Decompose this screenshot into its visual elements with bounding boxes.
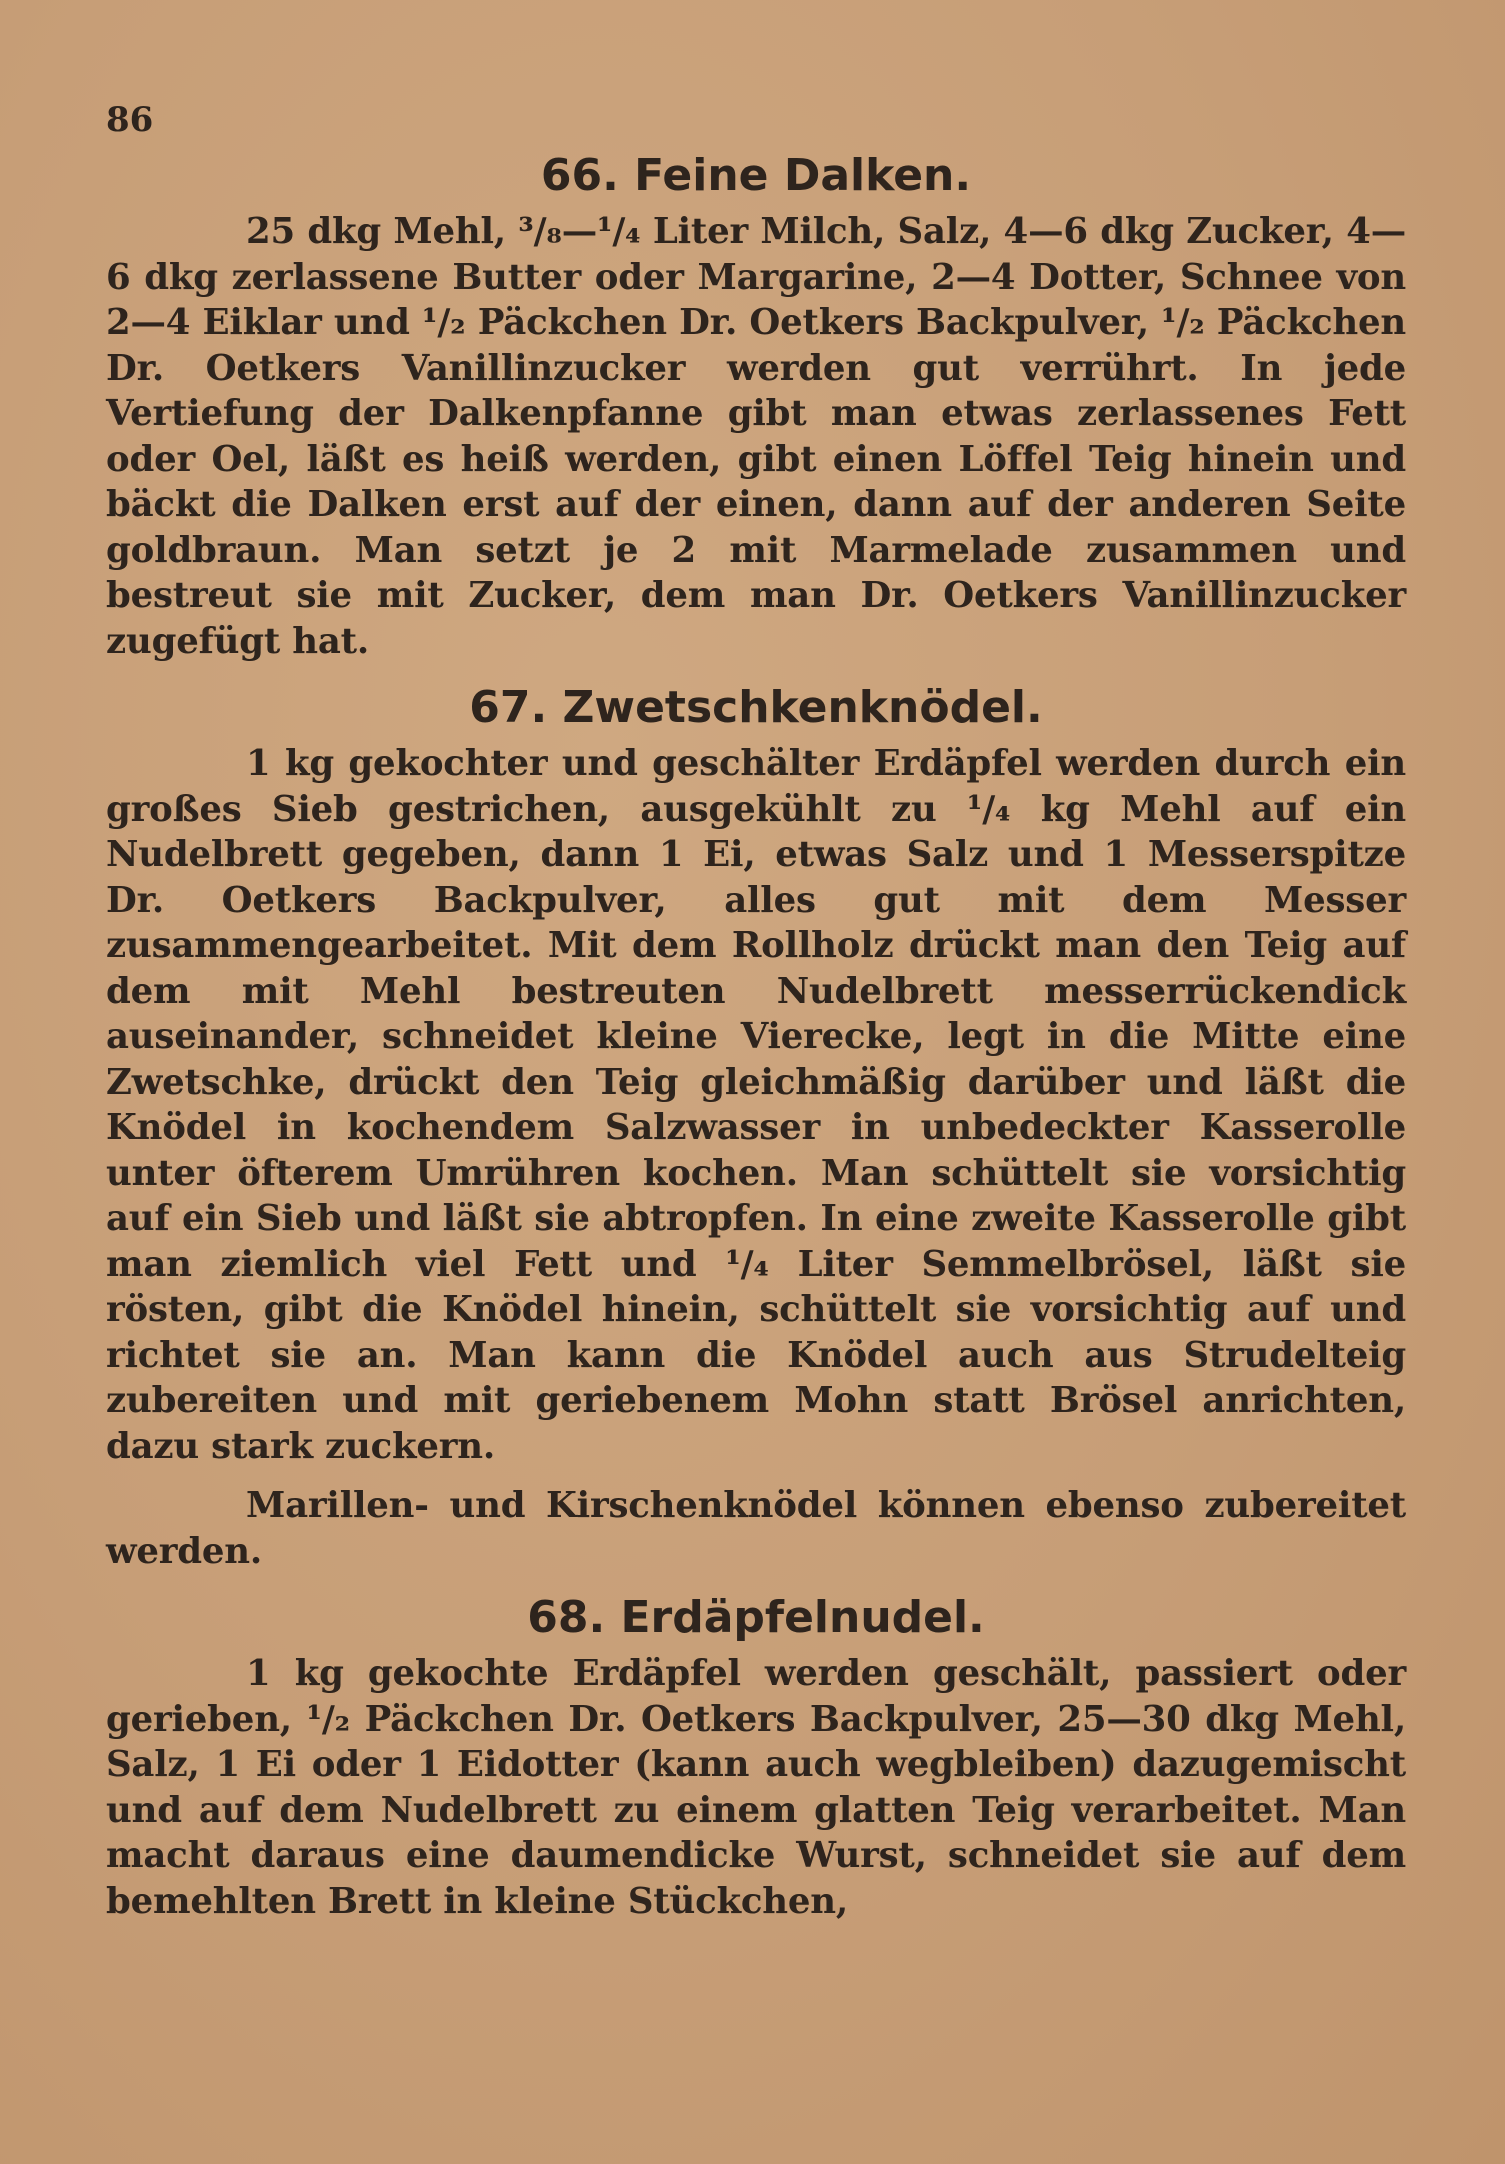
recipe-66 [106, 150, 1406, 664]
recipe-paragraph: Marillen- und Kirschenknödel können ebenso zubereitet werden. [106, 1485, 1406, 1572]
recipe-title: 67. Zwetschkenknödel. [469, 682, 1043, 733]
recipe-67 [106, 682, 1406, 1574]
recipe-paragraph: 25 dkg Mehl, ³/₈—¹/₄ Liter Milch, Salz, 4—6 dkg Zucker, 4—6 dkg zerlassene Butter oder Margarine, 2—4 Dotter, Schnee von 2—4 Eiklar und ¹/₂ Päckchen Dr. Oetkers Backpulver, ¹/₂ Päckchen Dr. Oetkers Vanillinzucker werden gut verrührt. In jede Vertiefung der Dalkenpfanne gibt man etwas zerlassenes Fett oder Oel, läßt es heiß werden, gibt einen Löffel Teig hinein und bäckt die Dalken erst auf der einen, dann auf der anderen Seite goldbraun. Man setzt je 2 mit Marmelade zusammen und bestreut sie mit Zucker, dem man Dr. Oetkers Vanillinzucker zugefügt hat. [106, 211, 1406, 662]
recipe-paragraph: 1 kg gekochte Erdäpfel werden geschält, passiert oder gerieben, ¹/₂ Päckchen Dr. Oetkers Backpulver, 25—30 dkg Mehl, Salz, 1 Ei oder 1 Eidotter (kann auch wegbleiben) dazugemischt und auf dem Nudelbrett zu einem glatten Teig verarbeitet. Man macht daraus eine daumendicke Wurst, schneidet sie auf dem bemehlten Brett in kleine Stückchen, [106, 1653, 1406, 1922]
page-content [106, 150, 1406, 1942]
recipe-title: 68. Erdäpfelnudel. [527, 1592, 985, 1643]
page-number: 86 [106, 100, 154, 140]
recipe-paragraph: 1 kg gekochter und geschälter Erdäpfel werden durch ein großes Sieb gestrichen, ausgekühlt zu ¹/₄ kg Mehl auf ein Nudelbrett gegeben, dann 1 Ei, etwas Salz und 1 Messerspitze Dr. Oetkers Backpulver, alles gut mit dem Messer zusammengearbeitet. Mit dem Rollholz drückt man den Teig auf dem mit Mehl bestreuten Nudelbrett messerrückendick auseinander, schneidet kleine Vierecke, legt in die Mitte eine Zwetschke, drückt den Teig gleichmäßig darüber und läßt die Knödel in kochendem Salzwasser in unbedeckter Kasserolle unter öfterem Umrühren kochen. Man schüttelt sie vorsichtig auf ein Sieb und läßt sie abtropfen. In eine zweite Kasserolle gibt man ziemlich viel Fett und ¹/₄ Liter Semmelbrösel, läßt sie rösten, gibt die Knödel hinein, schüttelt sie vorsichtig auf und richtet sie an. Man kann die Knödel auch aus Strudelteig zubereiten und mit geriebenem Mohn statt Brösel anrichten, dazu stark zuckern. [106, 743, 1406, 1467]
recipe-title: 66. Feine Dalken. [540, 150, 972, 201]
recipe-68 [106, 1592, 1406, 1924]
